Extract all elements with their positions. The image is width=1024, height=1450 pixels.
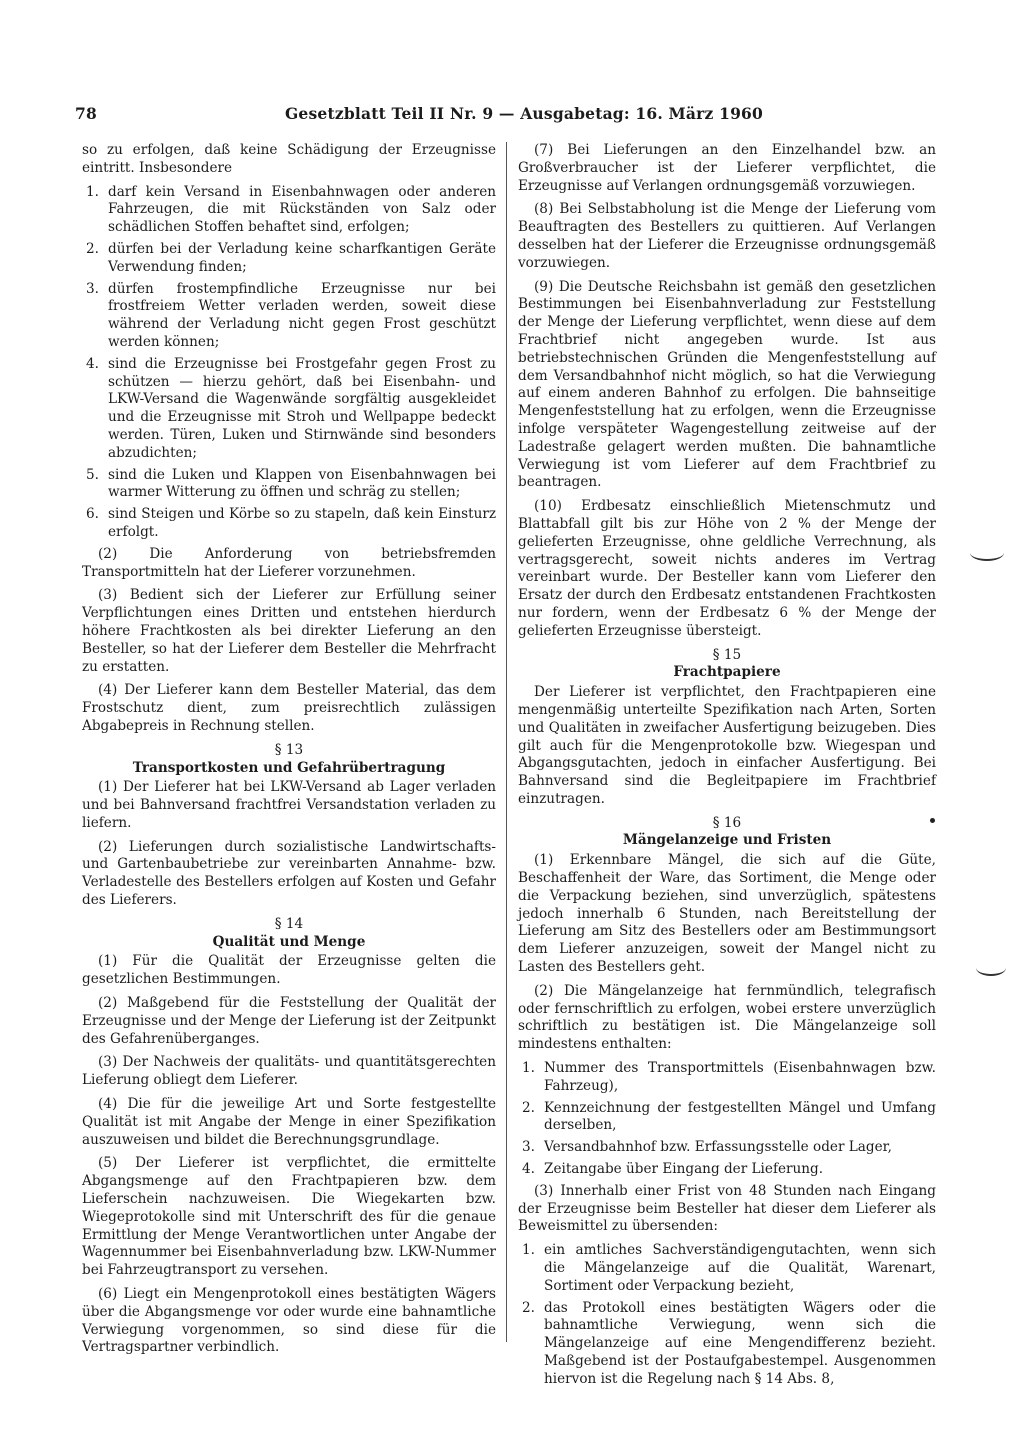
list-item: [82, 506, 496, 542]
list-item: [82, 356, 496, 463]
section-14-title: Qualität und Menge: [212, 933, 366, 950]
list-item-number: 6.: [86, 506, 99, 523]
page-number: 78: [75, 104, 97, 123]
list-item-number: 3.: [522, 1139, 535, 1156]
section-14-paragraph-3: (3) Der Nachweis der qualitäts- und quantitätsgerechten Lieferung obliegt dem Lieferer.: [82, 1054, 496, 1089]
list-item-text: ein amtliches Sachverständigengutachten, wenn sich die Mängelanzeige auf die Qualität, Warenart, Sortiment oder Verpackung bezieht,: [544, 1242, 936, 1294]
list-item-number: 2.: [522, 1299, 535, 1316]
section-14-number: § 14: [274, 915, 304, 932]
paragraph-9: (9) Die Deutsche Reichsbahn ist gemäß den gesetzlichen Bestimmungen bei Eisenbahnverladung zur Feststellung der Menge der Lieferung verpflichtet, wenn diese auf dem Frachtbrief nicht angegeben wurde. Ist aus betriebstechnischen Gründen die Mengenfeststellung auf dem Versandbahnhof nicht möglich, so hat die Verwiegung auf einem anderen Bahnhof zu erfolgen. Die bahnseitige Mengenfeststellung hat zu erfolgen, wenn die Erzeugnisse infolge verspäteter Wagengestellung zeitweise auf der Ladestraße gelagert werden mußten. Die bahnamtliche Verwiegung ist vom Lieferer auf dem Frachtbrief zu beantragen.: [518, 278, 936, 491]
section-13-title: Transportkosten und Gefahrübertragung: [132, 759, 446, 776]
margin-mark: [976, 960, 1006, 976]
list-item: [518, 1300, 936, 1389]
list-item-text: Nummer des Transportmittels (Eisenbahnwagen bzw. Fahrzeug),: [544, 1060, 936, 1094]
section-14-paragraph-6: (6) Liegt ein Mengenprotokoll eines bestätigten Wägers über die Abgangsmenge vor oder wurde eine bahnamtliche Verwiegung vorgenommen, so sind diese für die Vertragspartner verbindlich.: [82, 1286, 496, 1356]
section-16-list-a: [518, 1060, 936, 1179]
list-item: [518, 1139, 936, 1157]
list-item-text: sind die Luken und Klappen von Eisenbahnwagen bei warmer Witterung zu öffnen und schräg zu stellen;: [108, 466, 496, 501]
margin-mark: [970, 545, 1004, 561]
intro-paragraph: so zu erfolgen, daß keine Schädigung der Erzeugnisse eintritt. Insbesondere: [82, 142, 496, 176]
section-14-paragraph-2: (2) Maßgebend für die Feststellung der Qualität der Erzeugnisse und der Menge der Lieferung ist der Zeitpunkt des Gefahrenüberganges.: [82, 995, 496, 1047]
section-16-list-b: [518, 1242, 936, 1388]
paragraph-8: (8) Bei Selbstabholung ist die Menge der Lieferung vom Beauftragten des Bestellers zu quittieren. Auf Verlangen desselben hat der Lieferer die Erzeugnisse ordnungsgemäß vorzuwiegen.: [518, 201, 936, 271]
list-item: [82, 281, 496, 352]
list-item-text: Versandbahnhof bzw. Erfassungsstelle oder Lager,: [544, 1139, 892, 1156]
section-13-number: § 13: [274, 741, 304, 758]
list-item: [518, 1060, 936, 1096]
list-item-text: Kennzeichnung der festgestellten Mängel und Umfang derselben,: [544, 1099, 936, 1134]
list-item-number: 1.: [86, 183, 99, 200]
list-1-6: [82, 184, 496, 542]
list-item: [82, 241, 496, 277]
section-16-number: § 16: [712, 814, 742, 831]
list-item-text: sind Steigen und Körbe so zu stapeln, daß kein Einsturz erfolgt.: [108, 506, 496, 540]
section-16-title: Mängelanzeige und Fristen: [622, 832, 832, 849]
margin-dot: [930, 818, 935, 823]
section-13-paragraph-2: (2) Lieferungen durch sozialistische Landwirtschafts- und Gartenbaubetriebe zur vereinbarten Annahme- bzw. Verladestelle des Bestellers erfolgen auf Kosten und Gefahr des Lieferers.: [82, 838, 496, 909]
section-14-paragraph-5: (5) Der Lieferer ist verpflichtet, die ermittelte Abgangsmenge auf den Frachtpapieren bzw. dem Lieferschein nachzuweisen. Die Wiegekarten bzw. Wiegeprotokolle sind mit Unterschrift des für die genaue Ermittlung der Menge Verantwortlichen unter Angabe der Wagennummer bei Eisenbahnverladung bzw. LKW-Nummer bei Fahrzeugtransport zu versehen.: [82, 1155, 496, 1279]
section-16-paragraph-1: (1) Erkennbare Mängel, die sich auf die Güte, Beschaffenheit der Ware, das Sortiment, die Menge oder die Verpackung beziehen, sind unverzüglich, spätestens jedoch innerhalb 6 Stunden, nach Bereitstellung der Lieferung am Sitz des Bestellers oder am Bestimmungsort dem Lieferer anzuzeigen, soweit der Mangel nicht zu Lasten des Bestellers geht.: [518, 852, 936, 976]
section-15-paragraph-1: Der Lieferer ist verpflichtet, den Frachtpapieren eine mengenmäßig unterteilte Spezifikation nach Arten, Sorten und Qualitäten in zweifacher Ausfertigung beizugeben. Dies gilt auch für die Mengenprotokolle bzw. Wiegespan und Abgangsgutachten, jedoch in einfacher Ausfertigung. Bei Bahnversand sind die Begleitpapiere im Frachtbrief einzutragen.: [518, 684, 936, 807]
list-item-number: 3.: [86, 280, 99, 297]
right-column: [518, 142, 936, 1393]
paragraph-3: (3) Bedient sich der Lieferer zur Erfüllung seiner Verpflichtungen eines Dritten und entstehen hierdurch höhere Frachtkosten als bei direkter Lieferung an den Besteller, so hat der Lieferer dem Besteller die Mehrfracht zu erstatten.: [82, 587, 496, 675]
list-item-number: 2.: [86, 240, 99, 257]
list-item-text: sind die Erzeugnisse bei Frostgefahr gegen Frost zu schützen — hierzu gehört, daß bei Eisenbahn- und LKW-Versand die Wagenwände sorgfältig ausgekleidet und die Erzeugnisse mit Stroh und Wellpappe bedeckt werden. Türen, Luken und Stirnwände sind besonders abzudichten;: [108, 355, 496, 461]
paragraph-10: (10) Erdbesatz einschließlich Mietenschmutz und Blattabfall gilt bis zur Höhe von 2 % der Menge der gelieferten Erzeugnisse, ohne geldliche Verrechnung, als vertragsgerecht, soweit nichts anderes im Vertrag vereinbart wurde. Der Besteller kann vom Lieferer den Ersatz der durch den Erdbesatz entstandenen Frachtkosten nur fordern, wenn der Erdbesatz 6 % der Menge der gelieferten Erzeugnisse übersteigt.: [518, 498, 936, 639]
list-item: [518, 1100, 936, 1136]
list-item-number: 1.: [522, 1242, 535, 1259]
list-item-text: Zeitangabe über Eingang der Lieferung.: [544, 1161, 824, 1178]
header-title: Gesetzblatt Teil II Nr. 9 — Ausgabetag: 16. März 1960: [285, 104, 764, 123]
section-14-paragraph-1: (1) Für die Qualität der Erzeugnisse gelten die gesetzlichen Bestimmungen.: [82, 953, 496, 988]
list-item: [82, 184, 496, 237]
section-14-paragraph-4: (4) Die für die jeweilige Art und Sorte festgestellte Qualität ist mit Angabe der Menge in einer Spezifikation auszuweisen und bildet die Berechnungsgrundlage.: [82, 1096, 496, 1148]
list-item-text: dürfen frostempfindliche Erzeugnisse nur bei frostfreiem Wetter verladen werden, soweit diese während der Verladung nicht gegen Frost geschützt werden können;: [108, 280, 496, 350]
list-item-number: 1.: [522, 1060, 535, 1077]
column-divider: [506, 142, 507, 1342]
left-column: [82, 142, 496, 1363]
list-item-text: darf kein Versand in Eisenbahnwagen oder anderen Fahrzeugen, die mit Rückständen von Salz oder schädlichen Stoffen behaftet sind, erfolgen;: [108, 183, 496, 236]
list-item-number: 2.: [522, 1099, 535, 1116]
list-item-text: dürfen bei der Verladung keine scharfkantigen Geräte Verwendung finden;: [108, 240, 496, 275]
section-16-paragraph-3: (3) Innerhalb einer Frist von 48 Stunden nach Eingang der Erzeugnisse beim Besteller hat dieser dem Lieferer als Beweismittel zu übersenden:: [518, 1182, 936, 1235]
list-item: [518, 1161, 936, 1179]
section-13-paragraph-1: (1) Der Lieferer hat bei LKW-Versand ab Lager verladen und bei Bahnversand frachtfrei Versandstation verladen zu liefern.: [82, 779, 496, 831]
paragraph-2: (2) Die Anforderung von betriebsfremden Transportmitteln hat der Lieferer vorzunehmen.: [82, 545, 496, 580]
section-16-paragraph-2: (2) Die Mängelanzeige hat fernmündlich, telegrafisch oder fernschriftlich zu erfolgen, wobei erstere unverzüglich schriftlich zu bestätigen ist. Die Mängelanzeige soll mindestens enthalten:: [518, 982, 936, 1053]
section-15-number: § 15: [712, 646, 742, 663]
list-item-number: 4.: [522, 1161, 535, 1178]
paragraph-7: (7) Bei Lieferungen an den Einzelhandel bzw. an Großverbraucher ist der Lieferer verpflichtet, die Erzeugnisse auf Verlangen ordnungsgemäß vorzuwiegen.: [518, 142, 936, 194]
list-item-text: das Protokoll eines bestätigten Wägers oder die bahnamtliche Verwiegung, wenn sich die Mängelanzeige auf eine Mengendifferenz bezieht. Maßgebend ist der Postaufgabestempel. Ausgenommen hiervon ist die Regelung nach § 14 Abs. 8,: [544, 1299, 936, 1387]
paragraph-4: (4) Der Lieferer kann dem Besteller Material, das dem Frostschutz dient, zum preisrechtlich zulässigen Abgabepreis in Rechnung stellen.: [82, 682, 496, 734]
list-item: [82, 467, 496, 503]
page-header: [75, 104, 775, 126]
section-15-title: Frachtpapiere: [673, 664, 781, 681]
list-item-number: 4.: [86, 355, 99, 372]
list-item-number: 5.: [86, 466, 99, 483]
list-item: [518, 1242, 936, 1295]
